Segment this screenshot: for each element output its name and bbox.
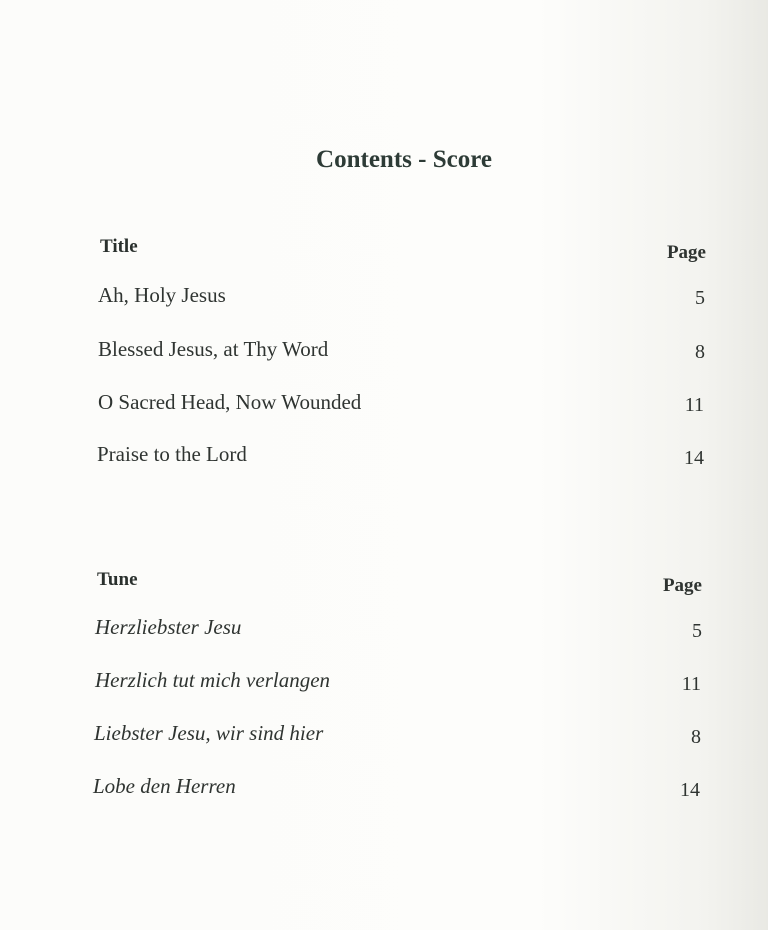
tune-row-page: 8	[691, 726, 701, 748]
title-row-page: 8	[695, 341, 705, 363]
page-column-header: Page	[662, 575, 702, 596]
tune-row-page: 14	[680, 779, 700, 801]
title-row-page: 5	[695, 287, 705, 309]
tune-row-name: Herzliebster Jesu	[95, 615, 242, 639]
title-column-header: Title	[100, 236, 138, 257]
tune-row-name: Herzlich tut mich verlangen	[95, 668, 331, 692]
title-row-name: O Sacred Head, Now Wounded	[98, 390, 362, 414]
title-row-name: Ah, Holy Jesus	[98, 283, 226, 307]
tune-row-name: Liebster Jesu, wir sind hier	[94, 721, 324, 745]
tune-row-page: 5	[692, 620, 702, 642]
title-row-name: Praise to the Lord	[97, 442, 247, 466]
title-row-page: 14	[684, 447, 704, 469]
page-title: Contents - Score	[316, 146, 492, 173]
page-column-header: Page	[666, 242, 706, 263]
tune-column-header: Tune	[97, 569, 138, 590]
tune-row-page: 11	[681, 673, 701, 695]
tune-row-name: Lobe den Herren	[93, 774, 236, 798]
title-row-page: 11	[684, 394, 704, 416]
title-row-name: Blessed Jesus, at Thy Word	[98, 337, 329, 361]
